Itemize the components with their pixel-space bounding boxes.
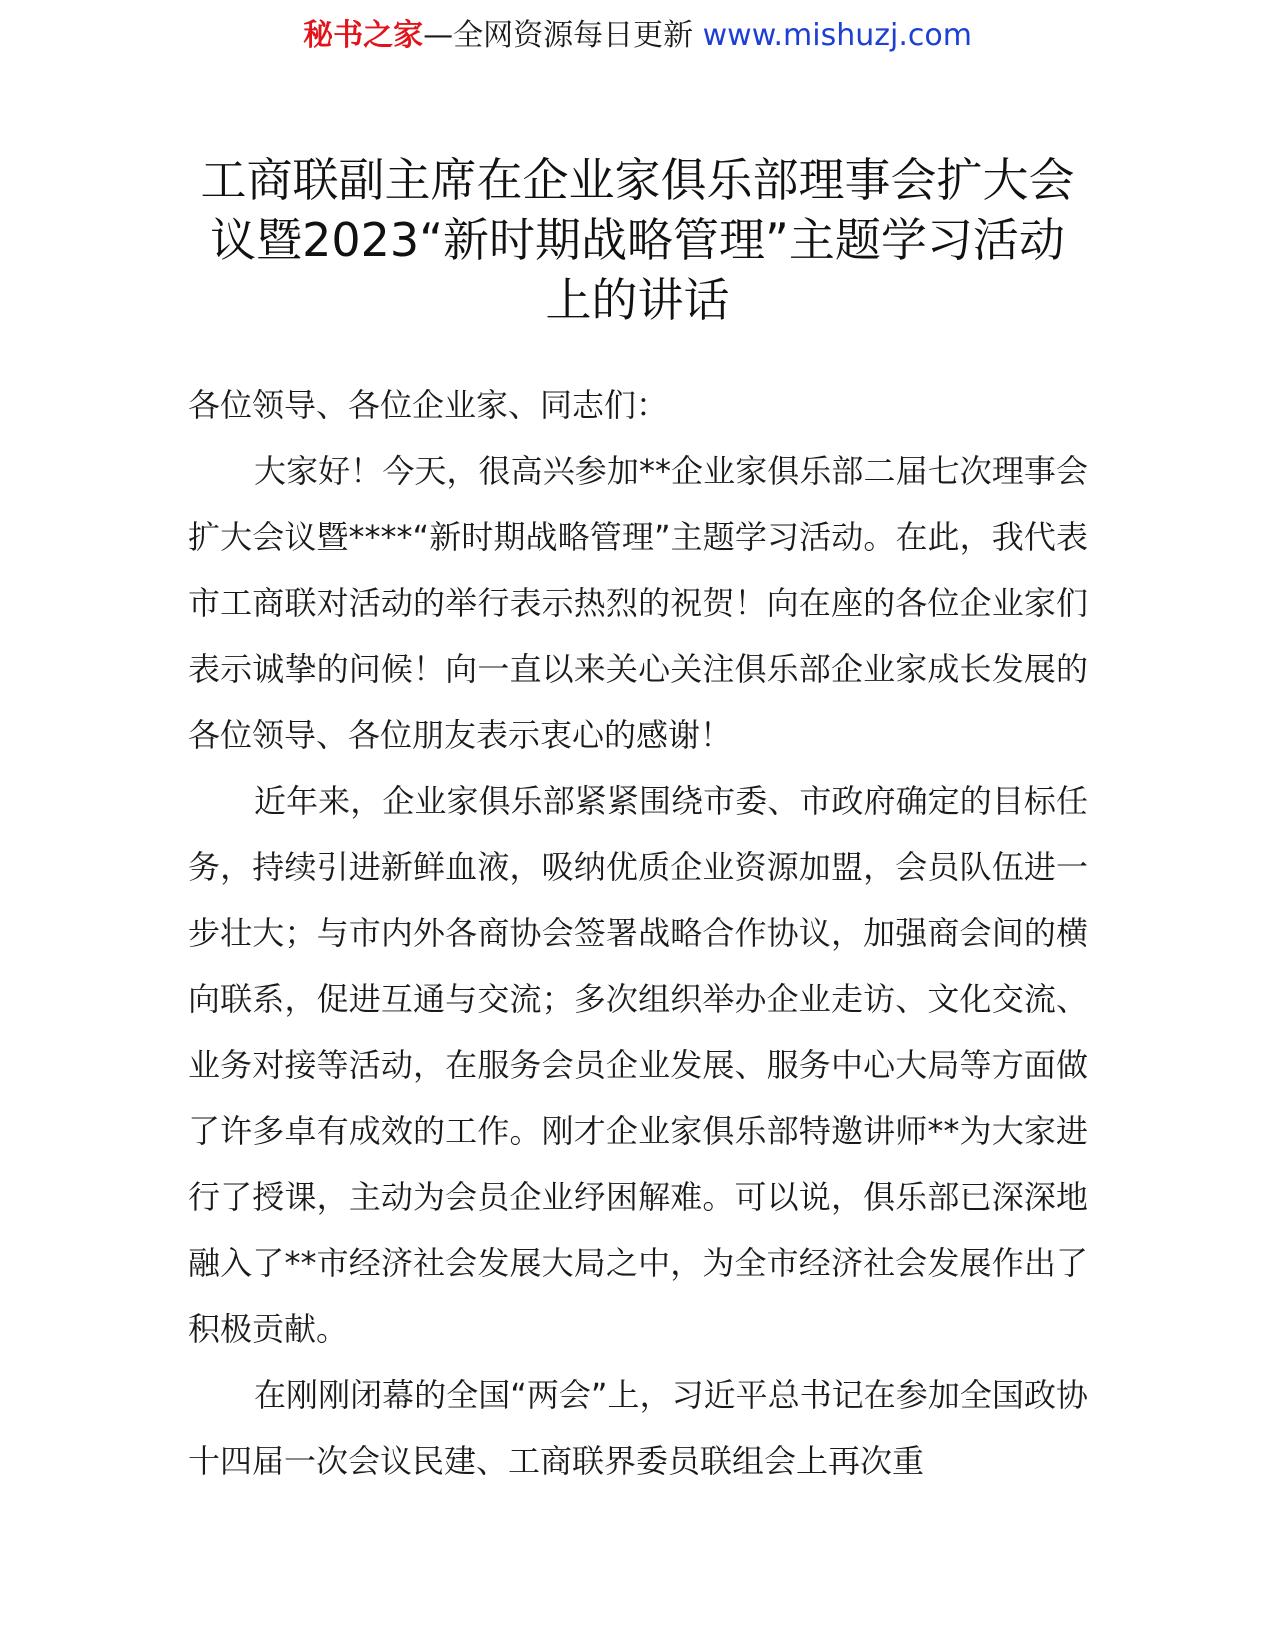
salutation: 各位领导、各位企业家、同志们：	[188, 386, 669, 424]
paragraph-1: 大家好！今天，很高兴参加**企业家俱乐部二届七次理事会扩大会议暨****“新时期战略管理”主题学习活动。在此，我代表市工商联对活动的举行表示热烈的祝贺！向在座的各位企业家们表示诚挚的问候！向一直以来关心关注俱乐部企业家成长发展的各位领导、各位朋友表示衷心的感谢！	[188, 452, 1088, 754]
paragraph-3: 在刚刚闭幕的全国“两会”上，习近平总书记在参加全国政协十四届一次会议民建、工商联界委员联组会上再次重	[188, 1376, 1088, 1480]
site-header	[0, 14, 1275, 58]
site-url-link[interactable]: www.mishuzj.com	[702, 18, 972, 53]
document-title: 工商联副主席在企业家俱乐部理事会扩大会议暨2023“新时期战略管理”主题学习活动上的讲话	[200, 153, 1075, 327]
site-tagline: —全网资源每日更新	[423, 18, 703, 53]
site-brand: 秘书之家	[303, 18, 424, 53]
paragraph-2: 近年来，企业家俱乐部紧紧围绕市委、市政府确定的目标任务，持续引进新鲜血液，吸纳优质企业资源加盟，会员队伍进一步壮大；与市内外各商协会签署战略合作协议，加强商会间的横向联系，促进互通与交流；多次组织举办企业走访、文化交流、业务对接等活动，在服务会员企业发展、服务中心大局等方面做了许多卓有成效的工作。刚才企业家俱乐部特邀讲师**为大家进行了授课，主动为会员企业纾困解难。可以说，俱乐部已深深地融入了**市经济社会发展大局之中，为全市经济社会发展作出了积极贡献。	[188, 782, 1088, 1348]
document-body	[188, 372, 1088, 1494]
